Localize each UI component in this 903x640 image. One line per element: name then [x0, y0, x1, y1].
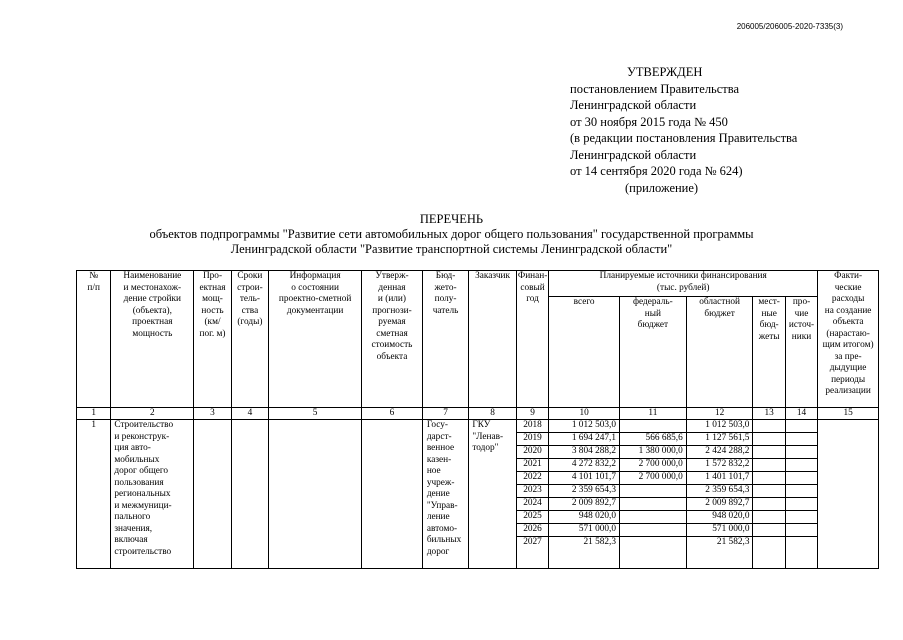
other-cell	[785, 524, 817, 537]
federal-cell	[620, 485, 687, 498]
header-local: мест- ные бюд- жеты	[753, 297, 785, 408]
column-number: 7	[422, 408, 469, 420]
year-cell: 2018	[516, 420, 548, 433]
header-other: про- чие источ- ники	[785, 297, 817, 408]
row-info	[269, 420, 362, 569]
column-number: 2	[111, 408, 194, 420]
federal-cell: 566 685,6	[620, 433, 687, 446]
header-terms: Сроки строи- тель- ства (годы)	[231, 271, 268, 408]
regional-cell: 571 000,0	[686, 524, 753, 537]
total-cell: 21 582,3	[549, 537, 620, 569]
federal-cell: 2 700 000,0	[620, 472, 687, 485]
approved-line: Ленинградской области	[570, 98, 697, 112]
total-cell: 1 694 247,1	[549, 433, 620, 446]
column-number: 13	[753, 408, 785, 420]
local-cell	[753, 511, 785, 524]
approval-stamp	[570, 64, 797, 196]
approved-line: (в редакции постановления Правительства	[570, 131, 798, 145]
header-actual: Факти- ческие расходы на создание объекта (нарастаю- щим итогом) за пре- дыдущие периоды реализации	[818, 271, 879, 408]
other-cell	[785, 485, 817, 498]
total-cell: 4 101 101,7	[549, 472, 620, 485]
row-budget-recipient: Госу- дарст- венное казен- ное учреж- дение "Управ- ление автомо- бильных дорог	[422, 420, 469, 569]
column-numbers-row	[77, 408, 879, 420]
row-terms	[231, 420, 268, 569]
other-cell	[785, 498, 817, 511]
header-budget-recipient: Бюд- жето- полу- чатель	[422, 271, 469, 408]
title-line: ПЕРЕЧЕНЬ	[419, 212, 484, 226]
other-cell	[785, 459, 817, 472]
column-number: 3	[194, 408, 231, 420]
header-num: № п/п	[77, 271, 111, 408]
year-cell: 2027	[516, 537, 548, 569]
column-number: 15	[818, 408, 879, 420]
document-title	[0, 212, 903, 257]
column-number: 1	[77, 408, 111, 420]
total-cell: 571 000,0	[549, 524, 620, 537]
local-cell	[753, 524, 785, 537]
federal-cell	[620, 511, 687, 524]
local-cell	[753, 498, 785, 511]
title-line: объектов подпрограммы "Развитие сети автомобильных дорог общего пользования" государственной программы	[149, 227, 754, 241]
column-number: 5	[269, 408, 362, 420]
regional-cell: 2 009 892,7	[686, 498, 753, 511]
year-cell: 2022	[516, 472, 548, 485]
approved-line: от 14 сентября 2020 года № 624)	[570, 164, 743, 178]
year-cell: 2024	[516, 498, 548, 511]
total-cell: 4 272 832,2	[549, 459, 620, 472]
federal-cell	[620, 498, 687, 511]
total-cell: 2 359 654,3	[549, 485, 620, 498]
year-cell: 2020	[516, 446, 548, 459]
approved-line: (приложение)	[625, 180, 699, 195]
column-number: 8	[469, 408, 517, 420]
total-cell: 1 012 503,0	[549, 420, 620, 433]
row-actual	[818, 420, 879, 569]
header-name: Наименование и местонахож- дение стройки (объекта), проектная мощность	[111, 271, 194, 408]
regional-cell: 1 572 832,2	[686, 459, 753, 472]
row-num: 1	[77, 420, 111, 569]
regional-cell: 1 012 503,0	[686, 420, 753, 433]
column-number: 6	[362, 408, 423, 420]
federal-cell: 2 700 000,0	[620, 459, 687, 472]
approved-line: постановлением Правительства	[570, 81, 740, 96]
total-cell: 948 020,0	[549, 511, 620, 524]
table-row	[77, 420, 879, 433]
column-number: 12	[686, 408, 753, 420]
column-number: 11	[620, 408, 687, 420]
local-cell	[753, 472, 785, 485]
total-cell: 2 009 892,7	[549, 498, 620, 511]
title-line: Ленинградской области "Развитие транспортной системы Ленинградской области"	[230, 242, 673, 256]
local-cell	[753, 459, 785, 472]
column-number: 10	[549, 408, 620, 420]
approved-heading: УТВЕРЖДЕН	[627, 65, 703, 79]
column-number: 14	[785, 408, 817, 420]
local-cell	[753, 433, 785, 446]
header-planned-sources: Планируемые источники финансирования (тыс. рублей)	[549, 271, 818, 297]
local-cell	[753, 446, 785, 459]
federal-cell	[620, 524, 687, 537]
other-cell	[785, 511, 817, 524]
header-info: Информация о состоянии проектно-сметной документации	[269, 271, 362, 408]
column-number: 9	[516, 408, 548, 420]
other-cell	[785, 420, 817, 433]
year-cell: 2025	[516, 511, 548, 524]
approved-line: Ленинградской области	[570, 147, 697, 162]
approved-line: от 30 ноября 2015 года № 450	[570, 114, 728, 129]
federal-cell	[620, 420, 687, 433]
federal-cell: 1 380 000,0	[620, 446, 687, 459]
regional-cell: 21 582,3	[686, 537, 753, 569]
document-id: 206005/206005-2020-7335(3)	[736, 22, 843, 31]
year-cell: 2021	[516, 459, 548, 472]
row-capacity	[194, 420, 231, 569]
regional-cell: 1 127 561,5	[686, 433, 753, 446]
header-total: всего	[549, 297, 620, 408]
regional-cell: 948 020,0	[686, 511, 753, 524]
row-customer: ГКУ "Ленав- тодор"	[469, 420, 517, 569]
row-approved-cost	[362, 420, 423, 569]
regional-cell: 2 359 654,3	[686, 485, 753, 498]
year-cell: 2026	[516, 524, 548, 537]
other-cell	[785, 537, 817, 569]
column-number: 4	[231, 408, 268, 420]
other-cell	[785, 446, 817, 459]
row-object-name: Строительство и реконструк- ция авто- мобильных дорог общего пользования региональных и межмуници- пального значения, включая строительство	[111, 420, 194, 569]
local-cell	[753, 420, 785, 433]
other-cell	[785, 433, 817, 446]
year-cell: 2023	[516, 485, 548, 498]
header-capacity: Про- ектная мощ- ность (км/ пог. м)	[194, 271, 231, 408]
local-cell	[753, 537, 785, 569]
federal-cell	[620, 537, 687, 569]
header-fin-year: Финан- совый год	[516, 271, 548, 408]
local-cell	[753, 485, 785, 498]
objects-table	[76, 270, 879, 569]
header-regional: областной бюджет	[686, 297, 753, 408]
header-customer: Заказчик	[469, 271, 517, 408]
total-cell: 3 804 288,2	[549, 446, 620, 459]
header-federal: федераль- ный бюджет	[620, 297, 687, 408]
year-cell: 2019	[516, 433, 548, 446]
regional-cell: 1 401 101,7	[686, 472, 753, 485]
regional-cell: 2 424 288,2	[686, 446, 753, 459]
header-approved-cost: Утверж- денная и (или) прогнози- руемая сметная стоимость объекта	[362, 271, 423, 408]
other-cell	[785, 472, 817, 485]
